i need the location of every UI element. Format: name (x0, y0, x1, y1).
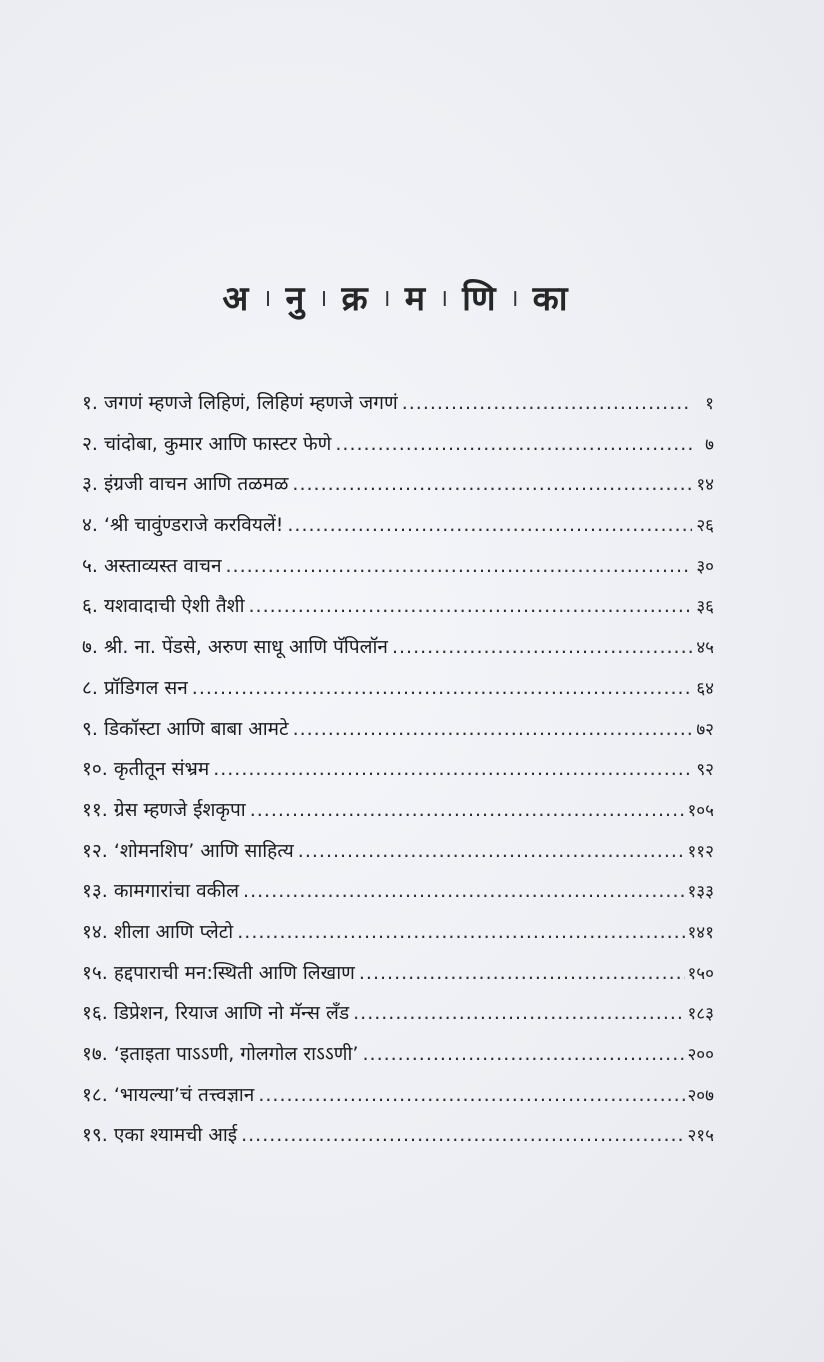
toc-entry-number: १४. (82, 920, 108, 943)
toc-entry-title (82, 749, 209, 790)
toc-entry-label: इंग्रजी वाचन आणि तळमळ (103, 473, 289, 496)
toc-entry-label: डिप्रेशन, रियाज आणि नो मॅन्स लँड (113, 1002, 350, 1025)
toc-entry-number: १६. (82, 1002, 108, 1025)
toc-entry-label: जगणं म्हणजे लिहिणं, लिहिणं म्हणजे जगणं (103, 392, 398, 414)
dot-leader (287, 505, 692, 546)
toc-entry-number: १८. (82, 1083, 108, 1106)
toc-entry (82, 912, 714, 953)
dot-leader (241, 1115, 685, 1156)
toc-entry-page: २१५ (687, 1126, 714, 1147)
toc-entry-title (82, 546, 222, 587)
toc-entry-title (82, 1115, 237, 1156)
toc-entry (82, 993, 714, 1034)
toc-entry (82, 424, 714, 465)
page-title (0, 272, 790, 322)
toc-entry-page: १०५ (687, 800, 714, 821)
toc-entry-number: १७. (82, 1043, 108, 1065)
toc-entry-number: १२. (82, 839, 108, 862)
toc-entry-page: १४१ (687, 922, 714, 943)
toc-entry-number: १९. (82, 1124, 108, 1147)
toc-entry-page: ९२ (696, 760, 714, 781)
title-separator: । (262, 283, 272, 312)
toc-entry-title (82, 1034, 358, 1075)
toc-entry (82, 383, 714, 424)
toc-entry-label: एका श्यामची आई (113, 1124, 238, 1147)
toc-entry-title (82, 627, 388, 668)
toc-entry-title (82, 424, 331, 465)
title-separator: । (318, 283, 328, 312)
title-separator: । (381, 283, 391, 312)
dot-leader (292, 464, 692, 505)
toc-entry-number: ८. (82, 676, 98, 699)
toc-entry-number: ७. (82, 636, 98, 659)
dot-leader (353, 993, 685, 1034)
toc-entry-number: ११. (82, 798, 108, 821)
toc-entry-page: ४५ (696, 638, 714, 659)
toc-entry-number: ४. (82, 514, 98, 537)
toc-entry-label: यशवादाची ऐशी तैशी (103, 595, 245, 618)
toc-entry-page: ३६ (696, 597, 714, 618)
dot-leader (362, 1034, 685, 1075)
toc-entry-page: १३३ (687, 882, 714, 903)
toc-entry-label: हद्दपाराची मन:स्थिती आणि लिखाण (113, 961, 355, 984)
title-letter: म (404, 279, 426, 319)
toc-entry-title (82, 383, 398, 424)
toc-entry-title (82, 993, 349, 1034)
toc-entry-page: १५० (687, 963, 714, 984)
toc-entry-title (82, 505, 283, 546)
dot-leader (359, 953, 686, 994)
toc-entry-page: ११२ (687, 841, 714, 862)
toc-entry-page: ३० (696, 556, 714, 577)
table-of-contents (82, 383, 714, 1156)
toc-entry (82, 627, 714, 668)
toc-entry-page: २०७ (687, 1085, 714, 1106)
toc-entry-title (82, 912, 233, 953)
toc-entry-title (82, 668, 188, 709)
toc-entry-label: ‘श्री चावुंण्डराजे करवियलें! (103, 514, 284, 537)
dot-leader (192, 668, 692, 709)
toc-entry-number: २. (82, 432, 98, 455)
toc-entry-label: श्री. ना. पेंडसे, अरुण साधू आणि पॅपिलॉन (103, 636, 388, 659)
toc-entry-title (82, 1075, 254, 1116)
title-letter: णि (462, 279, 496, 319)
toc-entry (82, 871, 714, 912)
toc-entry (82, 1075, 714, 1116)
toc-entry-page: १४ (696, 475, 714, 496)
toc-entry (82, 668, 714, 709)
toc-entry (82, 709, 714, 750)
toc-entry-title (82, 586, 245, 627)
toc-entry-label: कामगारांचा वकील (113, 880, 240, 903)
toc-entry-number: ३. (82, 473, 98, 496)
toc-entry-label: ‘इताइता पाऽऽणी, गोलगोल राऽऽणी’ (113, 1043, 359, 1065)
dot-leader (392, 627, 692, 668)
dot-leader (249, 586, 693, 627)
toc-entry (82, 546, 714, 587)
toc-entry (82, 586, 714, 627)
toc-entry-page: १८३ (687, 1004, 714, 1025)
toc-entry-label: ‘शोमनशिप’ आणि साहित्य (113, 839, 294, 862)
toc-entry-label: अस्ताव्यस्त वाचन (103, 554, 222, 577)
dot-leader (402, 383, 692, 424)
dot-leader (293, 709, 692, 750)
dot-leader (243, 871, 685, 912)
title-letter: क्र (341, 279, 368, 319)
toc-entry-title (82, 464, 288, 505)
toc-entry (82, 953, 714, 994)
toc-entry-page: ६४ (696, 678, 714, 699)
toc-entry (82, 749, 714, 790)
toc-entry-label: शीला आणि प्लेटो (113, 920, 234, 943)
toc-entry-title (82, 953, 355, 994)
toc-entry-label: ग्रेस म्हणजे ईशकृपा (113, 798, 246, 821)
toc-entry (82, 464, 714, 505)
toc-entry-title (82, 790, 246, 831)
dot-leader (213, 749, 692, 790)
toc-entry-title (82, 871, 239, 912)
toc-entry-label: प्रॉडिगल सन (103, 676, 188, 699)
toc-entry-page: ७ (705, 434, 714, 455)
dot-leader (250, 790, 686, 831)
toc-entry-label: डिकॉस्टा आणि बाबा आमटे (103, 717, 289, 740)
dot-leader (226, 546, 692, 587)
toc-entry-number: ५. (82, 554, 98, 577)
title-separator: । (439, 283, 449, 312)
dot-leader (298, 831, 686, 872)
toc-entry-title (82, 831, 294, 872)
toc-entry-label: ‘भायल्या’चं तत्त्वज्ञान (113, 1083, 255, 1106)
toc-entry (82, 1115, 714, 1156)
toc-entry (82, 505, 714, 546)
toc-entry-page: ७२ (696, 719, 714, 740)
toc-entry-page: २०० (687, 1045, 714, 1065)
toc-entry-title (82, 709, 289, 750)
toc-entry (82, 1034, 714, 1075)
toc-entry (82, 831, 714, 872)
toc-entry-number: १०. (82, 758, 108, 781)
title-letter: नु (285, 279, 305, 319)
toc-entry-number: १५. (82, 961, 108, 984)
dot-leader (335, 424, 692, 465)
title-letter: अ (222, 279, 249, 319)
toc-entry-number: १३. (82, 880, 108, 903)
toc-entry-label: चांदोबा, कुमार आणि फास्टर फेणे (103, 432, 332, 455)
toc-entry (82, 790, 714, 831)
toc-entry-label: कृतीतून संभ्रम (113, 758, 210, 781)
title-letter: का (532, 279, 568, 319)
toc-entry-number: १. (82, 392, 98, 414)
title-separator: । (509, 283, 519, 312)
toc-entry-number: ९. (82, 717, 98, 740)
dot-leader (237, 912, 685, 953)
dot-leader (258, 1075, 685, 1116)
toc-entry-page: २६ (696, 516, 714, 537)
toc-entry-page: १ (705, 394, 714, 414)
toc-entry-number: ६. (82, 595, 98, 618)
